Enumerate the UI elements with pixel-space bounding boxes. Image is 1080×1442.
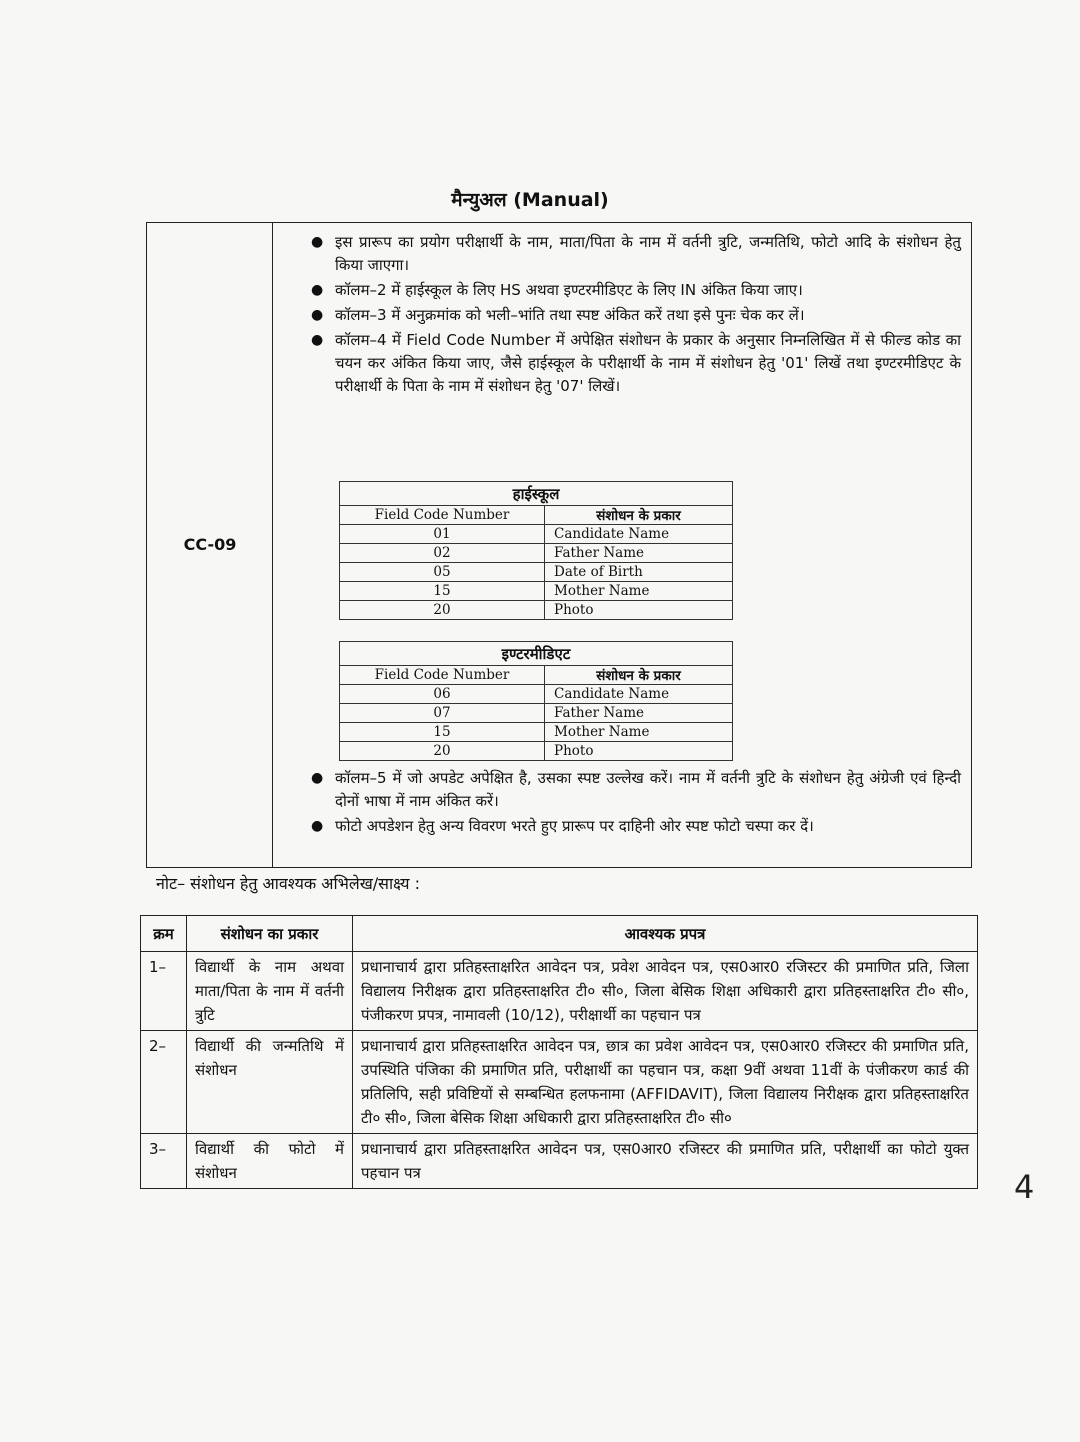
column-header: Field Code Number [340, 666, 545, 685]
field-name: Date of Birth [545, 563, 733, 582]
bullet-icon: ● [311, 234, 324, 250]
bullet-icon: ● [311, 332, 324, 348]
table-row [340, 544, 733, 563]
bullet-icon: ● [311, 770, 324, 786]
field-code: 15 [340, 723, 545, 742]
instructions-list-bottom [305, 767, 961, 840]
instruction-item [305, 231, 961, 277]
required-documents: प्रधानाचार्य द्वारा प्रतिहस्ताक्षरित आवेदन पत्र, एस0आर0 रजिस्टर की प्रमाणित प्रति, परीक्षार्थी का फोटो युक्त पहचान पत्र [353, 1134, 978, 1189]
table-caption: हाईस्कूल [340, 482, 733, 506]
required-documents: प्रधानाचार्य द्वारा प्रतिहस्ताक्षरित आवेदन पत्र, प्रवेश आवेदन पत्र, एस0आर0 रजिस्टर की प्रमाणित प्रति, जिला विद्यालय निरीक्षक द्वारा प्रतिहस्ताक्षरित टी० सी०, जिला बेसिक शिक्षा अधिकारी द्वारा प्रतिहस्ताक्षरित टी० सी०, पंजीकरण प्रपत्र, नामावली (10/12), परीक्षार्थी का पहचान पत्र [353, 952, 978, 1031]
field-name: Photo [545, 742, 733, 761]
field-code: 20 [340, 742, 545, 761]
required-documents: प्रधानाचार्य द्वारा प्रतिहस्ताक्षरित आवेदन पत्र, छात्र का प्रवेश आवेदन पत्र, एस0आर0 रजिस्टर की प्रमाणित प्रति, उपस्थिति पंजिका की प्रमाणित प्रति, परीक्षार्थी का पहचान पत्र, कक्षा 9वीं अथवा 11वीं के पंजीकरण कार्ड की प्रतिलिपि, सही प्रविष्टियों से सम्बन्धित हलफनामा (AFFIDAVIT), जिला विद्यालय निरीक्षक द्वारा प्रतिहस्ताक्षरित टी० सी०, जिला बेसिक शिक्षा अधिकारी द्वारा प्रतिहस्ताक्षरित टी० सी० [353, 1031, 978, 1134]
table-row [340, 601, 733, 620]
page-title: मैन्युअल (Manual) [451, 189, 609, 211]
required-documents-table [140, 915, 978, 1189]
highschool-field-code-table [339, 481, 733, 620]
bullet-icon: ● [311, 307, 324, 323]
row-number: 2– [141, 1031, 187, 1134]
column-header: संशोधन के प्रकार [545, 666, 733, 685]
table-row [340, 563, 733, 582]
table-header-row [141, 916, 978, 952]
instructions-list-top [305, 231, 961, 400]
table-row [141, 1031, 978, 1134]
cc-09-section [146, 222, 972, 868]
correction-type: विद्यार्थी की जन्मतिथि में संशोधन [187, 1031, 353, 1134]
field-name: Mother Name [545, 723, 733, 742]
instruction-item [305, 815, 961, 838]
cc-code-cell [147, 223, 273, 867]
table-row [340, 704, 733, 723]
instruction-text: फोटो अपडेशन हेतु अन्य विवरण भरते हुए प्रारूप पर दाहिनी ओर स्पष्ट फोटो चस्पा कर दें। [335, 817, 814, 835]
row-number: 1– [141, 952, 187, 1031]
bullet-icon: ● [311, 282, 324, 298]
page-number: 4 [1014, 1168, 1035, 1206]
table-row [340, 723, 733, 742]
table-caption: इण्टरमीडिएट [340, 642, 733, 666]
field-name: Mother Name [545, 582, 733, 601]
table-row [340, 685, 733, 704]
table-row [340, 742, 733, 761]
field-name: Candidate Name [545, 685, 733, 704]
field-code: 02 [340, 544, 545, 563]
field-code: 07 [340, 704, 545, 723]
instruction-text: कॉलम–5 में जो अपडेट अपेक्षित है, उसका स्पष्ट उल्लेख करें। नाम में वर्तनी त्रुटि के संशोधन हेतु अंग्रेजी एवं हिन्दी दोनों भाषा में नाम अंकित करें। [335, 769, 961, 810]
column-header: संशोधन के प्रकार [545, 506, 733, 525]
instruction-text: इस प्रारूप का प्रयोग परीक्षार्थी के नाम, माता/पिता के नाम में वर्तनी त्रुटि, जन्मतिथि, फोटो आदि के संशोधन हेतु किया जाएगा। [335, 233, 961, 274]
field-name: Candidate Name [545, 525, 733, 544]
note-heading: नोट– संशोधन हेतु आवश्यक अभिलेख/साक्ष्य : [156, 874, 421, 893]
intermediate-field-code-table [339, 641, 733, 761]
row-number: 3– [141, 1134, 187, 1189]
instruction-text: कॉलम–4 में Field Code Number में अपेक्षित संशोधन के प्रकार के अनुसार निम्नलिखित में से फील्ड कोड का चयन कर अंकित किया जाए, जैसे हाईस्कूल के परीक्षार्थी के नाम में संशोधन हेतु '01' लिखें तथा इण्टरमीडिएट के परीक्षार्थी के पिता के नाम में संशोधन हेतु '07' लिखें। [335, 331, 961, 395]
column-header: आवश्यक प्रपत्र [353, 916, 978, 952]
bullet-icon: ● [311, 818, 324, 834]
column-header: क्रम [141, 916, 187, 952]
table-row [340, 582, 733, 601]
field-name: Father Name [545, 544, 733, 563]
field-code: 01 [340, 525, 545, 544]
instruction-text: कॉलम–2 में हाईस्कूल के लिए HS अथवा इण्टरमीडिएट के लिए IN अंकित किया जाए। [335, 281, 803, 299]
field-name: Father Name [545, 704, 733, 723]
correction-type: विद्यार्थी के नाम अथवा माता/पिता के नाम में वर्तनी त्रुटि [187, 952, 353, 1031]
field-code: 06 [340, 685, 545, 704]
column-header: संशोधन का प्रकार [187, 916, 353, 952]
instruction-item [305, 304, 961, 327]
field-code: 05 [340, 563, 545, 582]
table-row [141, 1134, 978, 1189]
instruction-item [305, 279, 961, 302]
table-row [340, 525, 733, 544]
field-code: 20 [340, 601, 545, 620]
correction-type: विद्यार्थी की फोटो में संशोधन [187, 1134, 353, 1189]
field-code: 15 [340, 582, 545, 601]
table-row [141, 952, 978, 1031]
cc-code-label: CC-09 [183, 535, 237, 554]
column-header: Field Code Number [340, 506, 545, 525]
instruction-text: कॉलम–3 में अनुक्रमांक को भली–भांति तथा स्पष्ट अंकित करें तथा इसे पुनः चेक कर लें। [335, 306, 805, 324]
instruction-item [305, 767, 961, 813]
instruction-item [305, 329, 961, 398]
field-name: Photo [545, 601, 733, 620]
